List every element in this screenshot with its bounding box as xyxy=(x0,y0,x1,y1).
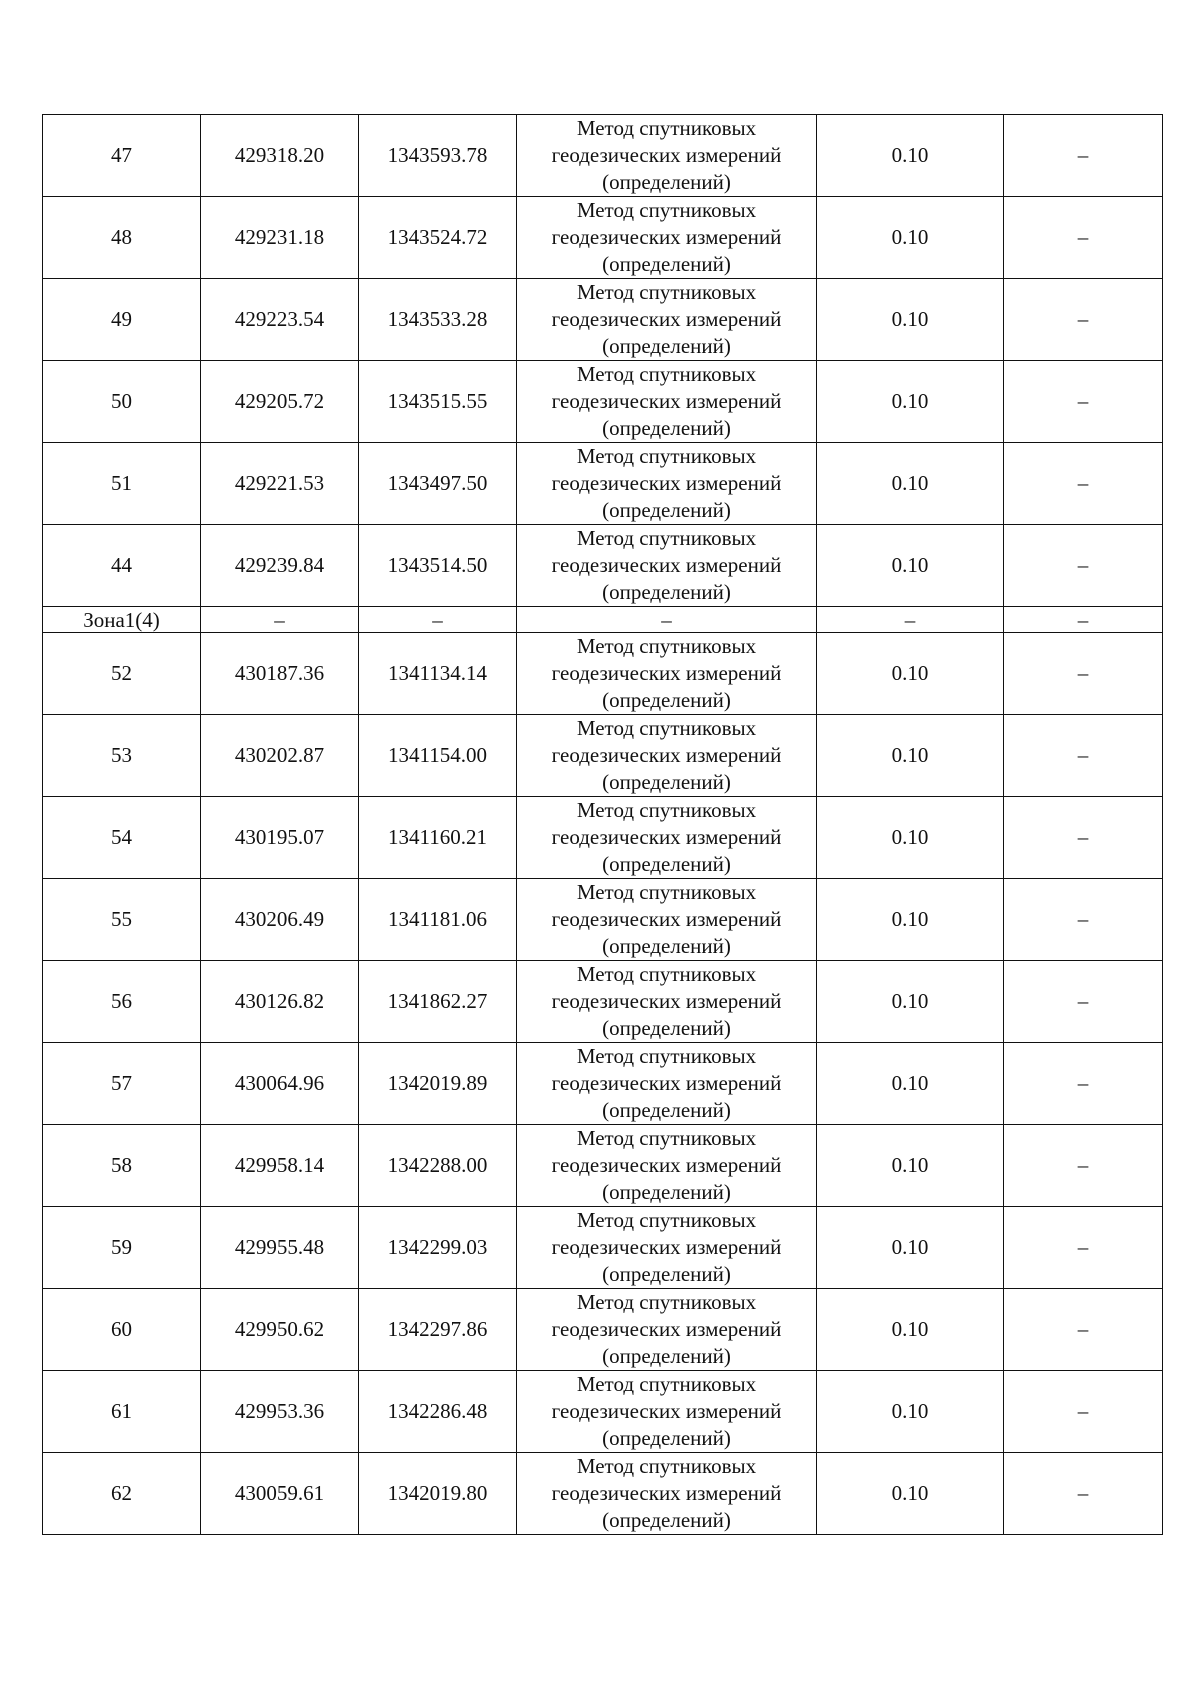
method-text-line: Метод спутниковых xyxy=(576,634,757,658)
method-cell xyxy=(517,197,817,279)
coordinate-y-cell: 1341154.00 xyxy=(359,715,517,797)
method-text-line: (определений) xyxy=(602,934,731,958)
note-cell: – xyxy=(1004,1125,1163,1207)
point-number-cell: 57 xyxy=(43,1043,201,1125)
point-number-cell: 55 xyxy=(43,879,201,961)
coordinate-x-cell: 430126.82 xyxy=(201,961,359,1043)
method-cell xyxy=(517,443,817,525)
method-text-line: геодезических измерений xyxy=(551,661,782,685)
table-row xyxy=(43,633,1163,715)
coordinate-x-cell: 429953.36 xyxy=(201,1371,359,1453)
method-text-line: геодезических измерений xyxy=(551,1399,782,1423)
coordinate-x-cell: 430187.36 xyxy=(201,633,359,715)
table-row xyxy=(43,197,1163,279)
table-row xyxy=(43,1453,1163,1535)
point-number-cell: 58 xyxy=(43,1125,201,1207)
method-text-line: Метод спутниковых xyxy=(576,526,757,550)
table-row xyxy=(43,1207,1163,1289)
coordinate-y-cell: – xyxy=(359,607,517,633)
coordinate-x-cell: 429955.48 xyxy=(201,1207,359,1289)
coordinate-x-cell: 429318.20 xyxy=(201,115,359,197)
note-cell: – xyxy=(1004,633,1163,715)
coordinate-y-cell: 1343524.72 xyxy=(359,197,517,279)
table-row xyxy=(43,443,1163,525)
method-text-line: (определений) xyxy=(602,770,731,794)
method-text-line: Метод спутниковых xyxy=(576,444,757,468)
coordinate-x-cell: 429221.53 xyxy=(201,443,359,525)
accuracy-cell: 0.10 xyxy=(817,633,1004,715)
coordinate-y-cell: 1341862.27 xyxy=(359,961,517,1043)
method-text-line: (определений) xyxy=(602,170,731,194)
note-cell: – xyxy=(1004,443,1163,525)
method-text-line: (определений) xyxy=(602,580,731,604)
point-number-cell: 60 xyxy=(43,1289,201,1371)
method-cell xyxy=(517,525,817,607)
note-cell: – xyxy=(1004,115,1163,197)
method-cell xyxy=(517,1289,817,1371)
method-text-line: геодезических измерений xyxy=(551,1481,782,1505)
method-text-line: Метод спутниковых xyxy=(576,1126,757,1150)
table-row xyxy=(43,115,1163,197)
accuracy-cell: 0.10 xyxy=(817,361,1004,443)
accuracy-cell: 0.10 xyxy=(817,115,1004,197)
table-row xyxy=(43,961,1163,1043)
note-cell: – xyxy=(1004,361,1163,443)
method-text-line: Метод спутниковых xyxy=(576,880,757,904)
point-number-cell: 44 xyxy=(43,525,201,607)
accuracy-cell: 0.10 xyxy=(817,525,1004,607)
coordinate-x-cell: 429239.84 xyxy=(201,525,359,607)
accuracy-cell: 0.10 xyxy=(817,1453,1004,1535)
method-cell xyxy=(517,961,817,1043)
coordinate-y-cell: 1341181.06 xyxy=(359,879,517,961)
coordinate-y-cell: 1343593.78 xyxy=(359,115,517,197)
note-cell: – xyxy=(1004,1043,1163,1125)
method-text-line: геодезических измерений xyxy=(551,225,782,249)
method-text-line: геодезических измерений xyxy=(551,143,782,167)
method-text-line: (определений) xyxy=(602,1180,731,1204)
table-row xyxy=(43,1289,1163,1371)
method-text-line: геодезических измерений xyxy=(551,471,782,495)
method-text-line: Метод спутниковых xyxy=(576,1044,757,1068)
coordinate-x-cell: 429950.62 xyxy=(201,1289,359,1371)
table-row xyxy=(43,1043,1163,1125)
note-cell: – xyxy=(1004,879,1163,961)
accuracy-cell: 0.10 xyxy=(817,879,1004,961)
coordinate-y-cell: 1343497.50 xyxy=(359,443,517,525)
method-text-line: (определений) xyxy=(602,498,731,522)
method-text-line: геодезических измерений xyxy=(551,743,782,767)
method-text-line: (определений) xyxy=(602,1426,731,1450)
method-text-line: Метод спутниковых xyxy=(576,116,757,140)
method-cell xyxy=(517,797,817,879)
table-row xyxy=(43,797,1163,879)
point-number-cell: 47 xyxy=(43,115,201,197)
coordinate-y-cell: 1342286.48 xyxy=(359,1371,517,1453)
method-cell xyxy=(517,715,817,797)
method-cell xyxy=(517,607,817,633)
point-number-cell: 54 xyxy=(43,797,201,879)
accuracy-cell: 0.10 xyxy=(817,443,1004,525)
method-text-line: (определений) xyxy=(602,1098,731,1122)
method-text-line: геодезических измерений xyxy=(551,825,782,849)
coordinate-x-cell: – xyxy=(201,607,359,633)
method-text-line: Метод спутниковых xyxy=(576,1208,757,1232)
method-cell xyxy=(517,1371,817,1453)
point-number-cell: 49 xyxy=(43,279,201,361)
note-cell: – xyxy=(1004,197,1163,279)
point-number-cell: 48 xyxy=(43,197,201,279)
point-number-cell: 59 xyxy=(43,1207,201,1289)
method-cell xyxy=(517,279,817,361)
accuracy-cell: 0.10 xyxy=(817,197,1004,279)
coordinate-x-cell: 430202.87 xyxy=(201,715,359,797)
point-number-cell: 61 xyxy=(43,1371,201,1453)
method-cell xyxy=(517,1125,817,1207)
accuracy-cell: 0.10 xyxy=(817,1207,1004,1289)
note-cell: – xyxy=(1004,961,1163,1043)
method-cell xyxy=(517,115,817,197)
note-cell: – xyxy=(1004,279,1163,361)
method-text-line: (определений) xyxy=(602,334,731,358)
coordinate-y-cell: 1342288.00 xyxy=(359,1125,517,1207)
accuracy-cell: – xyxy=(817,607,1004,633)
accuracy-cell: 0.10 xyxy=(817,1371,1004,1453)
accuracy-cell: 0.10 xyxy=(817,797,1004,879)
accuracy-cell: 0.10 xyxy=(817,1125,1004,1207)
coordinate-y-cell: 1342297.86 xyxy=(359,1289,517,1371)
table-row xyxy=(43,1125,1163,1207)
table-row xyxy=(43,279,1163,361)
method-text-line: Метод спутниковых xyxy=(576,798,757,822)
coordinate-x-cell: 430064.96 xyxy=(201,1043,359,1125)
accuracy-cell: 0.10 xyxy=(817,715,1004,797)
note-cell: – xyxy=(1004,1289,1163,1371)
note-cell: – xyxy=(1004,715,1163,797)
coordinates-table xyxy=(42,114,1163,1535)
method-cell xyxy=(517,1207,817,1289)
note-cell: – xyxy=(1004,1207,1163,1289)
method-text-line: (определений) xyxy=(602,852,731,876)
method-text-line: (определений) xyxy=(602,1016,731,1040)
method-text-line: Метод спутниковых xyxy=(576,1372,757,1396)
coordinate-x-cell: 429958.14 xyxy=(201,1125,359,1207)
point-number-cell: 50 xyxy=(43,361,201,443)
method-cell xyxy=(517,879,817,961)
method-text-line: геодезических измерений xyxy=(551,307,782,331)
method-text-line: Метод спутниковых xyxy=(576,362,757,386)
method-text-line: геодезических измерений xyxy=(551,553,782,577)
accuracy-cell: 0.10 xyxy=(817,1043,1004,1125)
accuracy-cell: 0.10 xyxy=(817,279,1004,361)
coordinate-x-cell: 430059.61 xyxy=(201,1453,359,1535)
method-text-line: (определений) xyxy=(602,416,731,440)
coordinate-y-cell: 1342019.89 xyxy=(359,1043,517,1125)
method-text-line: геодезических измерений xyxy=(551,389,782,413)
method-text-line: Метод спутниковых xyxy=(576,716,757,740)
point-number-cell: 52 xyxy=(43,633,201,715)
coordinate-y-cell: 1343515.55 xyxy=(359,361,517,443)
note-cell: – xyxy=(1004,525,1163,607)
accuracy-cell: 0.10 xyxy=(817,961,1004,1043)
method-text-line: геодезических измерений xyxy=(551,1235,782,1259)
point-number-cell: 51 xyxy=(43,443,201,525)
coordinate-y-cell: 1343533.28 xyxy=(359,279,517,361)
method-text-line: геодезических измерений xyxy=(551,1317,782,1341)
note-cell: – xyxy=(1004,1453,1163,1535)
point-number-cell: 62 xyxy=(43,1453,201,1535)
method-text-line: геодезических измерений xyxy=(551,1153,782,1177)
coordinate-y-cell: 1342019.80 xyxy=(359,1453,517,1535)
coordinate-x-cell: 429223.54 xyxy=(201,279,359,361)
note-cell: – xyxy=(1004,797,1163,879)
note-cell: – xyxy=(1004,1371,1163,1453)
method-text-line: (определений) xyxy=(602,252,731,276)
method-text-line: (определений) xyxy=(602,1262,731,1286)
accuracy-cell: 0.10 xyxy=(817,1289,1004,1371)
coordinate-x-cell: 430206.49 xyxy=(201,879,359,961)
coordinate-x-cell: 429231.18 xyxy=(201,197,359,279)
point-number-cell: 56 xyxy=(43,961,201,1043)
table-row xyxy=(43,1371,1163,1453)
method-text-line: Метод спутниковых xyxy=(576,962,757,986)
point-number-cell: 53 xyxy=(43,715,201,797)
method-text-line: Метод спутниковых xyxy=(576,1290,757,1314)
method-cell xyxy=(517,1453,817,1535)
coordinate-x-cell: 430195.07 xyxy=(201,797,359,879)
coordinate-y-cell: 1341160.21 xyxy=(359,797,517,879)
method-text-line: – xyxy=(661,607,672,632)
note-cell: – xyxy=(1004,607,1163,633)
zone-header-row xyxy=(43,607,1163,633)
method-cell xyxy=(517,361,817,443)
table-row xyxy=(43,361,1163,443)
table-row xyxy=(43,715,1163,797)
point-number-cell: Зона1(4) xyxy=(43,607,201,633)
coordinate-y-cell: 1341134.14 xyxy=(359,633,517,715)
method-cell xyxy=(517,1043,817,1125)
coordinate-y-cell: 1343514.50 xyxy=(359,525,517,607)
method-text-line: (определений) xyxy=(602,688,731,712)
method-text-line: Метод спутниковых xyxy=(576,280,757,304)
method-text-line: геодезических измерений xyxy=(551,1071,782,1095)
method-text-line: (определений) xyxy=(602,1344,731,1368)
coordinates-table-body xyxy=(43,115,1163,1535)
method-text-line: (определений) xyxy=(602,1508,731,1532)
coordinate-x-cell: 429205.72 xyxy=(201,361,359,443)
table-row xyxy=(43,879,1163,961)
method-text-line: Метод спутниковых xyxy=(576,198,757,222)
method-cell xyxy=(517,633,817,715)
coordinate-y-cell: 1342299.03 xyxy=(359,1207,517,1289)
table-row xyxy=(43,525,1163,607)
method-text-line: Метод спутниковых xyxy=(576,1454,757,1478)
method-text-line: геодезических измерений xyxy=(551,989,782,1013)
method-text-line: геодезических измерений xyxy=(551,907,782,931)
